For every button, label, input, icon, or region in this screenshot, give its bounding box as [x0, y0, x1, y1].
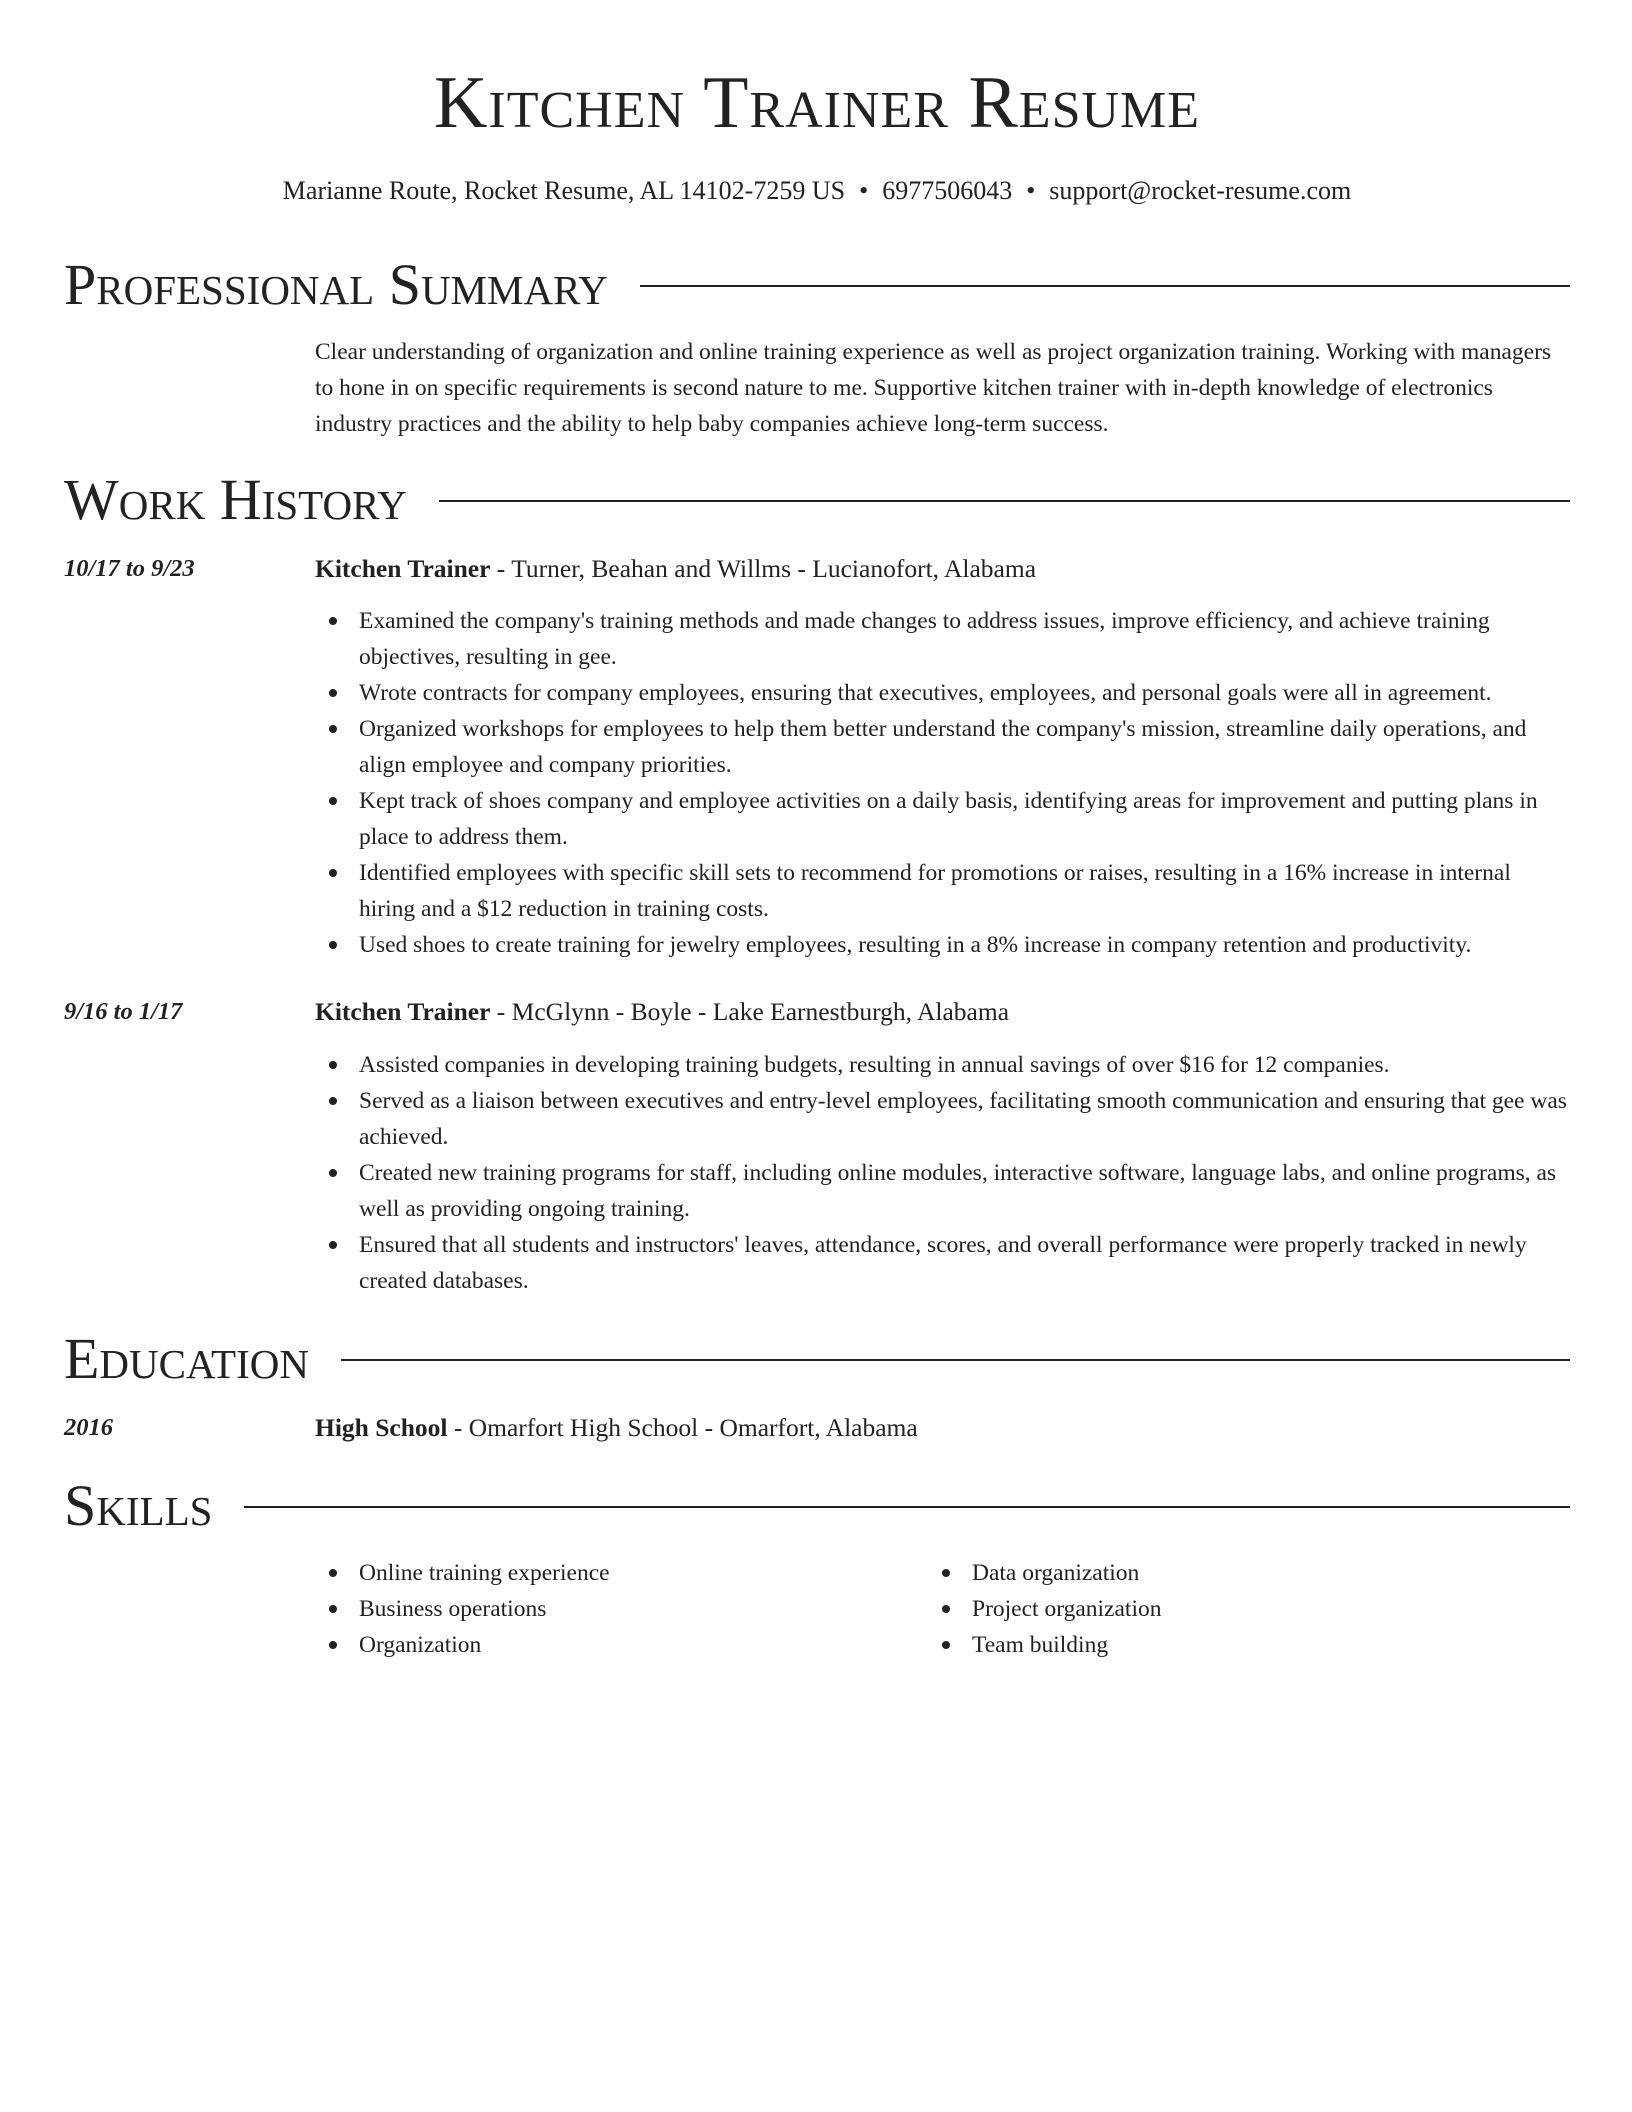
job-dates: 9/16 to 1/17 — [64, 998, 183, 1025]
bullet-text: Created new training programs for staff, including online modules, interactive software, language labs, and online programs, as well as providing ongoing training. — [359, 1160, 1557, 1222]
contact-email: support@rocket-resume.com — [1049, 176, 1352, 205]
summary-heading: Professional Summary — [64, 252, 608, 317]
bullet-icon — [329, 1641, 337, 1649]
skills-heading: Skills — [64, 1473, 213, 1538]
bullet-text: Examined the company's training methods and made changes to address issues, improve efficiency, and achieve training objectives, resulting in gee. — [359, 608, 1490, 670]
skills-list-left — [315, 1555, 915, 1663]
list-item — [359, 855, 1570, 927]
education-school: - Omarfort High School - Omarfort, Alabama — [447, 1413, 918, 1442]
contact-address: Marianne Route, Rocket Resume, AL 14102-7259 US — [282, 176, 846, 205]
list-item — [359, 603, 1570, 675]
education-heading: Education — [64, 1326, 309, 1391]
list-item — [359, 711, 1570, 783]
education-section-heading — [64, 1326, 1570, 1392]
work-heading: Work History — [64, 467, 407, 532]
list-item — [972, 1555, 1528, 1591]
contact-line — [64, 174, 1570, 208]
bullet-icon — [329, 1569, 337, 1577]
education-year: 2016 — [64, 1414, 113, 1441]
skill-text: Data organization — [972, 1560, 1140, 1586]
summary-section-heading — [64, 252, 1570, 318]
list-item — [359, 783, 1570, 855]
bullet-icon — [329, 1241, 337, 1249]
job-employer: - Turner, Beahan and Willms - Lucianofort, Alabama — [490, 554, 1037, 583]
skill-text: Online training experience — [359, 1560, 610, 1586]
bullet-icon — [329, 797, 337, 805]
job-title-line — [315, 994, 1009, 1030]
bullet-icon — [329, 1097, 337, 1105]
education-degree: High School — [315, 1413, 448, 1442]
bullet-icon — [942, 1641, 950, 1649]
list-item — [359, 1155, 1570, 1227]
list-item — [359, 1627, 915, 1663]
bullet-icon — [329, 689, 337, 697]
list-item — [359, 1083, 1570, 1155]
skill-text: Project organization — [972, 1596, 1162, 1622]
bullet-text: Wrote contracts for company employees, ensuring that executives, employees, and personal goals were all in agreement. — [359, 680, 1492, 706]
section-divider — [439, 500, 1570, 502]
job-dates: 10/17 to 9/23 — [64, 555, 195, 582]
section-divider — [341, 1359, 1570, 1361]
list-item — [359, 675, 1570, 711]
list-item — [972, 1627, 1528, 1663]
bullet-icon — [329, 1605, 337, 1613]
bullet-icon — [329, 869, 337, 877]
bullet-text: Served as a liaison between executives and entry-level employees, facilitating smooth communication and ensuring that gee was achieved. — [359, 1088, 1567, 1150]
job-bullets — [315, 1047, 1570, 1299]
bullet-text: Assisted companies in developing training budgets, resulting in annual savings of over $16 for 12 companies. — [359, 1052, 1390, 1078]
job-role: Kitchen Trainer — [315, 554, 491, 583]
bullet-icon — [942, 1569, 950, 1577]
section-divider — [244, 1506, 1570, 1508]
job-employer: - McGlynn - Boyle - Lake Earnestburgh, Alabama — [490, 997, 1010, 1026]
skill-text: Organization — [359, 1632, 482, 1658]
bullet-text: Identified employees with specific skill sets to recommend for promotions or raises, resulting in a 16% increase in internal hiring and a $12 reduction in training costs. — [359, 860, 1511, 922]
bullet-icon — [329, 941, 337, 949]
bullet-icon — [329, 617, 337, 625]
bullet-text: Organized workshops for employees to help them better understand the company's mission, streamline daily operations, and align employee and company priorities. — [359, 716, 1527, 778]
list-item — [972, 1591, 1528, 1627]
list-item — [359, 1227, 1570, 1299]
bullet-text: Kept track of shoes company and employee activities on a daily basis, identifying areas for improvement and putting plans in place to address them. — [359, 788, 1538, 850]
job-title-line — [315, 551, 1036, 587]
job-bullets — [315, 603, 1570, 963]
section-divider — [640, 285, 1570, 287]
skill-text: Business operations — [359, 1596, 547, 1622]
bullet-icon — [942, 1605, 950, 1613]
bullet-text: Ensured that all students and instructors' leaves, attendance, scores, and overall performance were properly tracked in newly created databases. — [359, 1232, 1527, 1294]
bullet-icon — [329, 1061, 337, 1069]
list-item — [359, 927, 1570, 963]
bullet-icon — [329, 1169, 337, 1177]
work-section-heading — [64, 467, 1570, 533]
summary-text: Clear understanding of organization and online training experience as well as project organization training. Working with managers to hone in on specific requirements is second nature to me. Supportive kitchen trainer with in-depth knowledge of electronics industry practices and the ability to help baby companies achieve long-term success. — [315, 339, 1552, 437]
skills-section-heading — [64, 1473, 1570, 1539]
education-line — [315, 1410, 918, 1446]
bullet-icon — [329, 725, 337, 733]
job-role: Kitchen Trainer — [315, 997, 491, 1026]
list-item — [359, 1555, 915, 1591]
skills-list-right — [928, 1555, 1528, 1663]
bullet-text: Used shoes to create training for jewelry employees, resulting in a 8% increase in company retention and productivity. — [359, 932, 1472, 958]
skill-text: Team building — [972, 1632, 1109, 1658]
list-item — [359, 1591, 915, 1627]
contact-separator: • — [1026, 176, 1036, 205]
contact-phone: 6977506043 — [882, 176, 1013, 205]
resume-title: Kitchen Trainer Resume — [433, 62, 1201, 144]
contact-separator: • — [859, 176, 869, 205]
list-item — [359, 1047, 1570, 1083]
